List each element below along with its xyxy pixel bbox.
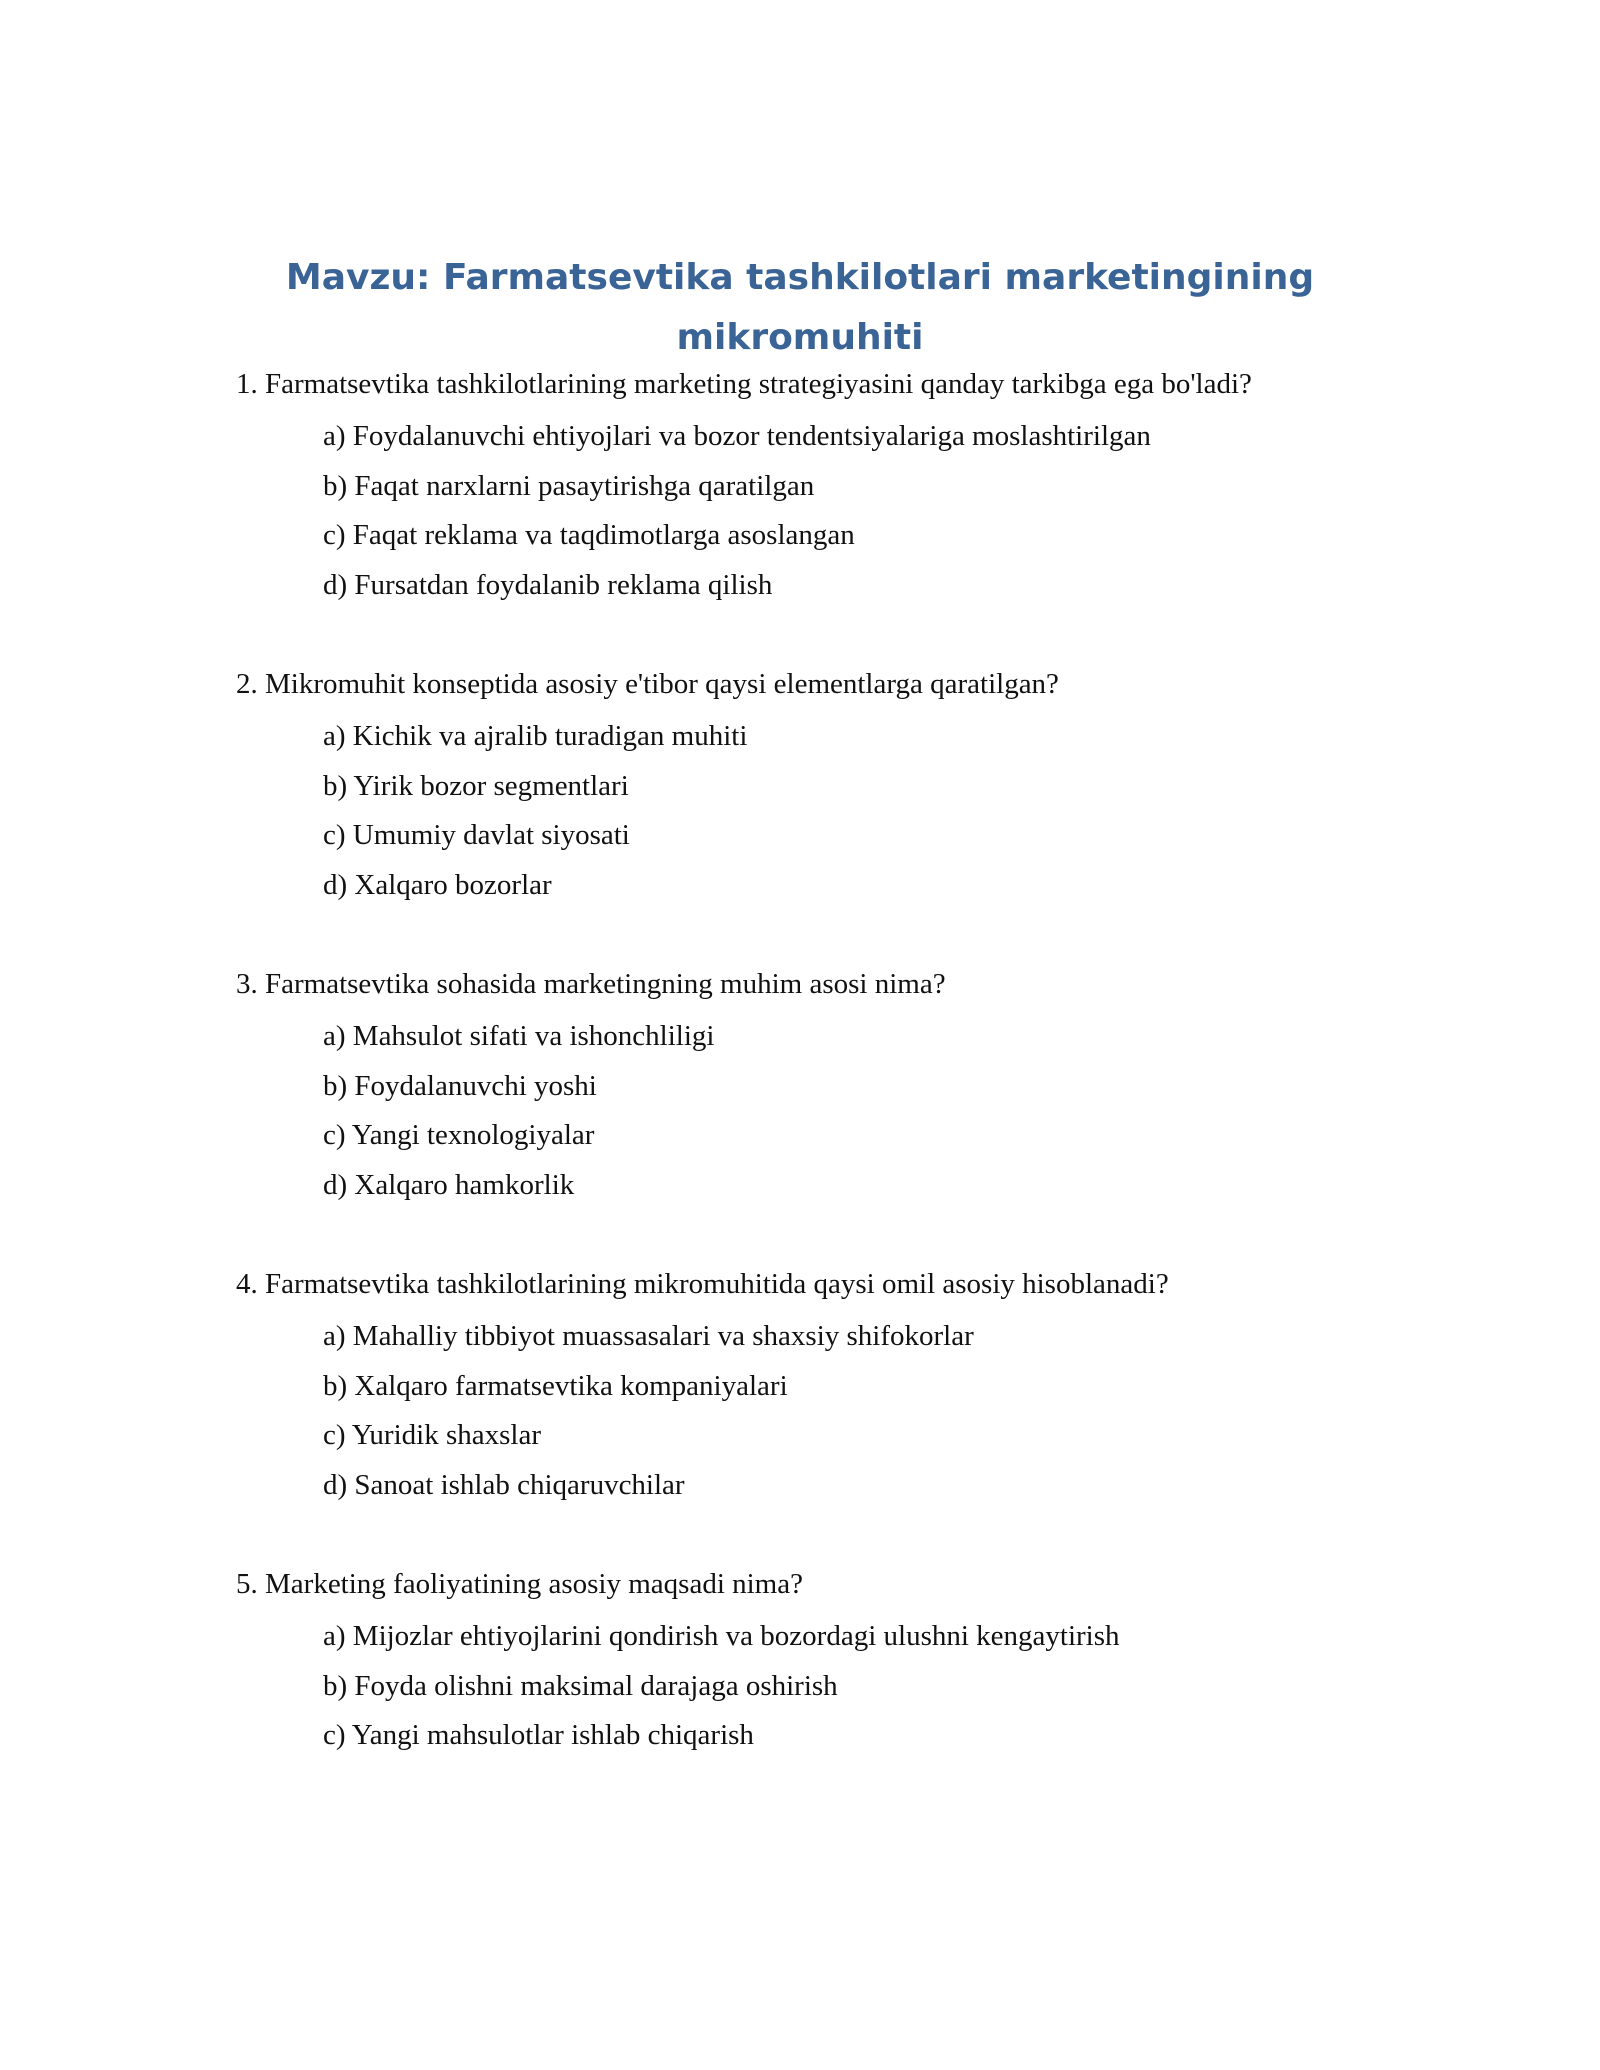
answer-options [236,412,1436,610]
answer-option-b: b) Foyda olishni maksimal darajaga oshirish [323,1669,838,1702]
question-text: 3. Farmatsevtika sohasida marketingning muhim asosi nima? [236,968,946,1000]
answer-options [236,1012,1436,1210]
page-title [0,248,1600,368]
question-list [236,364,1436,1815]
answer-option-b: b) Foydalanuvchi yoshi [323,1069,597,1102]
answer-option-c: c) Yangi texnologiyalar [323,1119,595,1151]
answer-options [236,1612,1436,1761]
question-text: 2. Mikromuhit konseptida asosiy e'tibor qaysi elementlarga qaratilgan? [236,668,1059,700]
question-4 [236,1264,1436,1510]
answer-option-a: a) Mahsulot sifati va ishonchliligi [323,1020,715,1052]
answer-option-b: b) Xalqaro farmatsevtika kompaniyalari [323,1369,788,1402]
answer-option-a: a) Kichik va ajralib turadigan muhiti [323,720,748,752]
answer-option-d: d) Fursatdan foydalanib reklama qilish [323,568,773,601]
answer-option-b: b) Yirik bozor segmentlari [323,769,629,802]
answer-option-d: d) Sanoat ishlab chiqaruvchilar [323,1468,685,1501]
question-3 [236,964,1436,1210]
answer-option-d: d) Xalqaro bozorlar [323,868,552,901]
answer-options [236,712,1436,910]
answer-option-a: a) Foydalanuvchi ehtiyojlari va bozor tendentsiyalariga moslashtirilgan [323,420,1151,452]
answer-option-c: c) Umumiy davlat siyosati [323,819,630,851]
answer-option-c: c) Faqat reklama va taqdimotlarga asoslangan [323,519,855,551]
title-line-1: Mavzu: Farmatsevtika tashkilotlari marketingining [285,257,1315,298]
answer-option-c: c) Yuridik shaxslar [323,1419,541,1451]
question-5 [236,1564,1436,1761]
question-1 [236,364,1436,610]
answer-option-c: c) Yangi mahsulotlar ishlab chiqarish [323,1719,754,1751]
answer-option-b: b) Faqat narxlarni pasaytirishga qaratilgan [323,469,815,502]
answer-option-a: a) Mijozlar ehtiyojlarini qondirish va bozordagi ulushni kengaytirish [323,1620,1120,1652]
question-text: 1. Farmatsevtika tashkilotlarining marketing strategiyasini qanday tarkibga ega bo'ladi? [236,368,1252,400]
question-text: 4. Farmatsevtika tashkilotlarining mikromuhitida qaysi omil asosiy hisoblanadi? [236,1268,1169,1300]
question-2 [236,664,1436,910]
question-text: 5. Marketing faoliyatining asosiy maqsadi nima? [236,1568,803,1600]
answer-options [236,1312,1436,1510]
answer-option-d: d) Xalqaro hamkorlik [323,1168,575,1201]
answer-option-a: a) Mahalliy tibbiyot muassasalari va shaxsiy shifokorlar [323,1320,974,1352]
title-line-2: mikromuhiti [676,317,924,358]
